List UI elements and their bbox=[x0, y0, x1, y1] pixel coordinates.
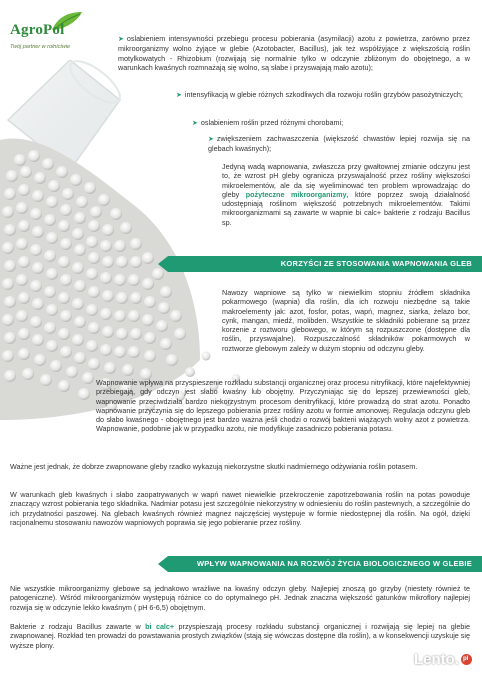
section-band bbox=[168, 256, 482, 272]
paragraph: W warunkach gleb kwaśnych i słabo zaopatrywanych w wapń nawet niewielkie przekroczenie zapotrzebowania roślin na potas powoduje znaczący wzrost pobierania tego składnika. Nadmiar potasu jest szczególnie niekorzystny w odniesieniu do roślin pastewnych, a szczególnie do ich przydatności paszowej. Na glebach kwaśnych również magnez najczęściej występuje w formie niedostępnej dla roślin. Na ogół, dzięki racjonalnemu stosowaniu nawozów wapniowych poprawia się jego pobieranie przez rośliny. bbox=[10, 490, 470, 527]
intro-paragraph: Jedyną wadą wapnowania, zwłaszcza przy gwałtownej zmianie odczynu jest to, że wzrost pH gleby ogranicza przyswajalność przez rośliny większości mikroelementów, ale da się wyeliminować ten problem wprowadzając do gleby pożyteczne mikroorganizmy, które poprzez swoją działalność udostępniają roślinom większość potrzebnych mikroelementów. Takimi mikroorganizmami są zawarte w wapnie bi calc+ bakterie z rodzaju Bacillus sp. bbox=[222, 162, 471, 227]
paragraph: Ważne jest jednak, że dobrze zwapnowane gleby rzadko wykazują niekorzystne skutki nadmiernego odżywiania roślin potasem. bbox=[10, 462, 418, 471]
logo-word: AgroPol bbox=[10, 22, 65, 38]
section-band bbox=[168, 556, 482, 572]
bullet-item: ➤ oslabieniem intensywności przebiegu procesu pobierania (asymilacji) azotu z powietrza, zarówno przez mikroorganizmy wolno żyjące w glebie (Azotobacter, Bacillus), jak też współżyjące z większością roślin motylkowatych - Rhizobium (rozwijają się normalnie tylko w odczynie zbliżonym do obojętnego, a w warunkach kwaśnych rozmnażają się wolno, są słabe i przyswajają mało azotu); bbox=[118, 34, 470, 72]
arrow-bullet-icon: ➤ bbox=[176, 92, 182, 99]
section-title: WPŁYW WAPNOWANIA NA ROZWÓJ ŻYCIA BIOLOGICZNEGO W GLEBIE bbox=[196, 559, 472, 568]
watermark-dot: pl bbox=[461, 654, 472, 665]
section-band-arrow bbox=[158, 256, 168, 272]
bullet-item: ➤ oslabieniem roślin przed różnymi chorobami; bbox=[192, 118, 344, 127]
lento-watermark: Lento. pl bbox=[414, 651, 472, 668]
section-title: KORZYŚCI ZE STOSOWANIA WAPNOWANIA GLEB bbox=[280, 259, 472, 268]
arrow-bullet-icon: ➤ bbox=[208, 136, 214, 143]
logo-tagline: Twój partner w rolnictwie bbox=[10, 44, 71, 50]
highlight-microorganisms: pożyteczne mikroorganizmy bbox=[245, 189, 347, 199]
bullet-item: ➤ intensyfikacją w glebie różnych szkodliwych dla rozwoju roślin grzybów pasożytniczych; bbox=[176, 90, 463, 99]
paragraph: Wapnowanie wpływa na przyspieszenie rozkładu substancji organicznej oraz procesu nitryfikacji, które najefektywniej przebiegają, gdy odczyn jest słabo kwaśny lub obojętny. Przyczyniając się do lepszej przewiewności gleb, wapnowanie przeciwdziała bardzo niekorzystnym procesom denitryfikacji, które prowadzą do strat azotu. Ponadto wapnowanie przyczynia się do lepszego pobierania przez rośliny azotu w formie amonowej. Regulacja odczynu gleb do słabo kwaśnego - obojętnego jest bardzo ważna jeśli chodzi o rozwój bakterii wiążących wolny azot z powietrza. Wapnowanie, podobnie jak w przypadku azotu, nie modyfikuje zasadniczo pobierania potasu. bbox=[96, 378, 470, 434]
section-band-arrow bbox=[158, 556, 168, 572]
paragraph: Bakterie z rodzaju Bacillus zawarte w bi calc+ przyspieszają procesy rozkładu substancji organicznej i rozwijają się lepiej na glebie zwapnowanej. Rozkład ten prowadzi do powstawania prostych związków (stają się wówczas dostępne dla roślin), a w konsekwencji uzyskuje się wyższe plony. bbox=[10, 622, 470, 650]
agropol-logo bbox=[8, 6, 98, 58]
arrow-bullet-icon: ➤ bbox=[118, 36, 124, 43]
paragraph: Nawozy wapniowe są tylko w niewielkim stopniu źródłem składnika pokarmowego (wapnia) dla roślin, dla ich rozwoju niezbędne są takie makroelementy jak: azot, fosfor, potas, wapń, magnez, siarka, żelazo bor, cynk, mangan, miedź, molibden. Wszystkie te składniki pobierane są przez korzenie z roztworu glebowego, w którym są rozpuszczone (dostępne dla roślin, przyswajalne). Rozpuszczalność składników pokarmowych w roztworze glebowym zależy w dużym stopniu od odczynu gleby. bbox=[222, 288, 470, 353]
highlight-product: bi calc+ bbox=[145, 622, 175, 631]
bullet-item: ➤ zwiększeniem zachwaszczenia (większość chwastów lepiej rozwija się na glebach kwaśnych); bbox=[208, 134, 470, 154]
paragraph: Nie wszystkie mikroorganizmy glebowe są jednakowo wrażliwe na kwaśny odczyn gleby. Najlepiej znoszą go grzyby (niestety również te patogeniczne). Wśród mikroorganizmów występują różnice co do optymalnego pH. Jednak znaczna większość gatunków mikroflory najlepiej rozwija się w odczynie lekko kwaśnym ( pH 6-6,5) obojętnym. bbox=[10, 584, 470, 612]
arrow-bullet-icon: ➤ bbox=[192, 120, 198, 127]
